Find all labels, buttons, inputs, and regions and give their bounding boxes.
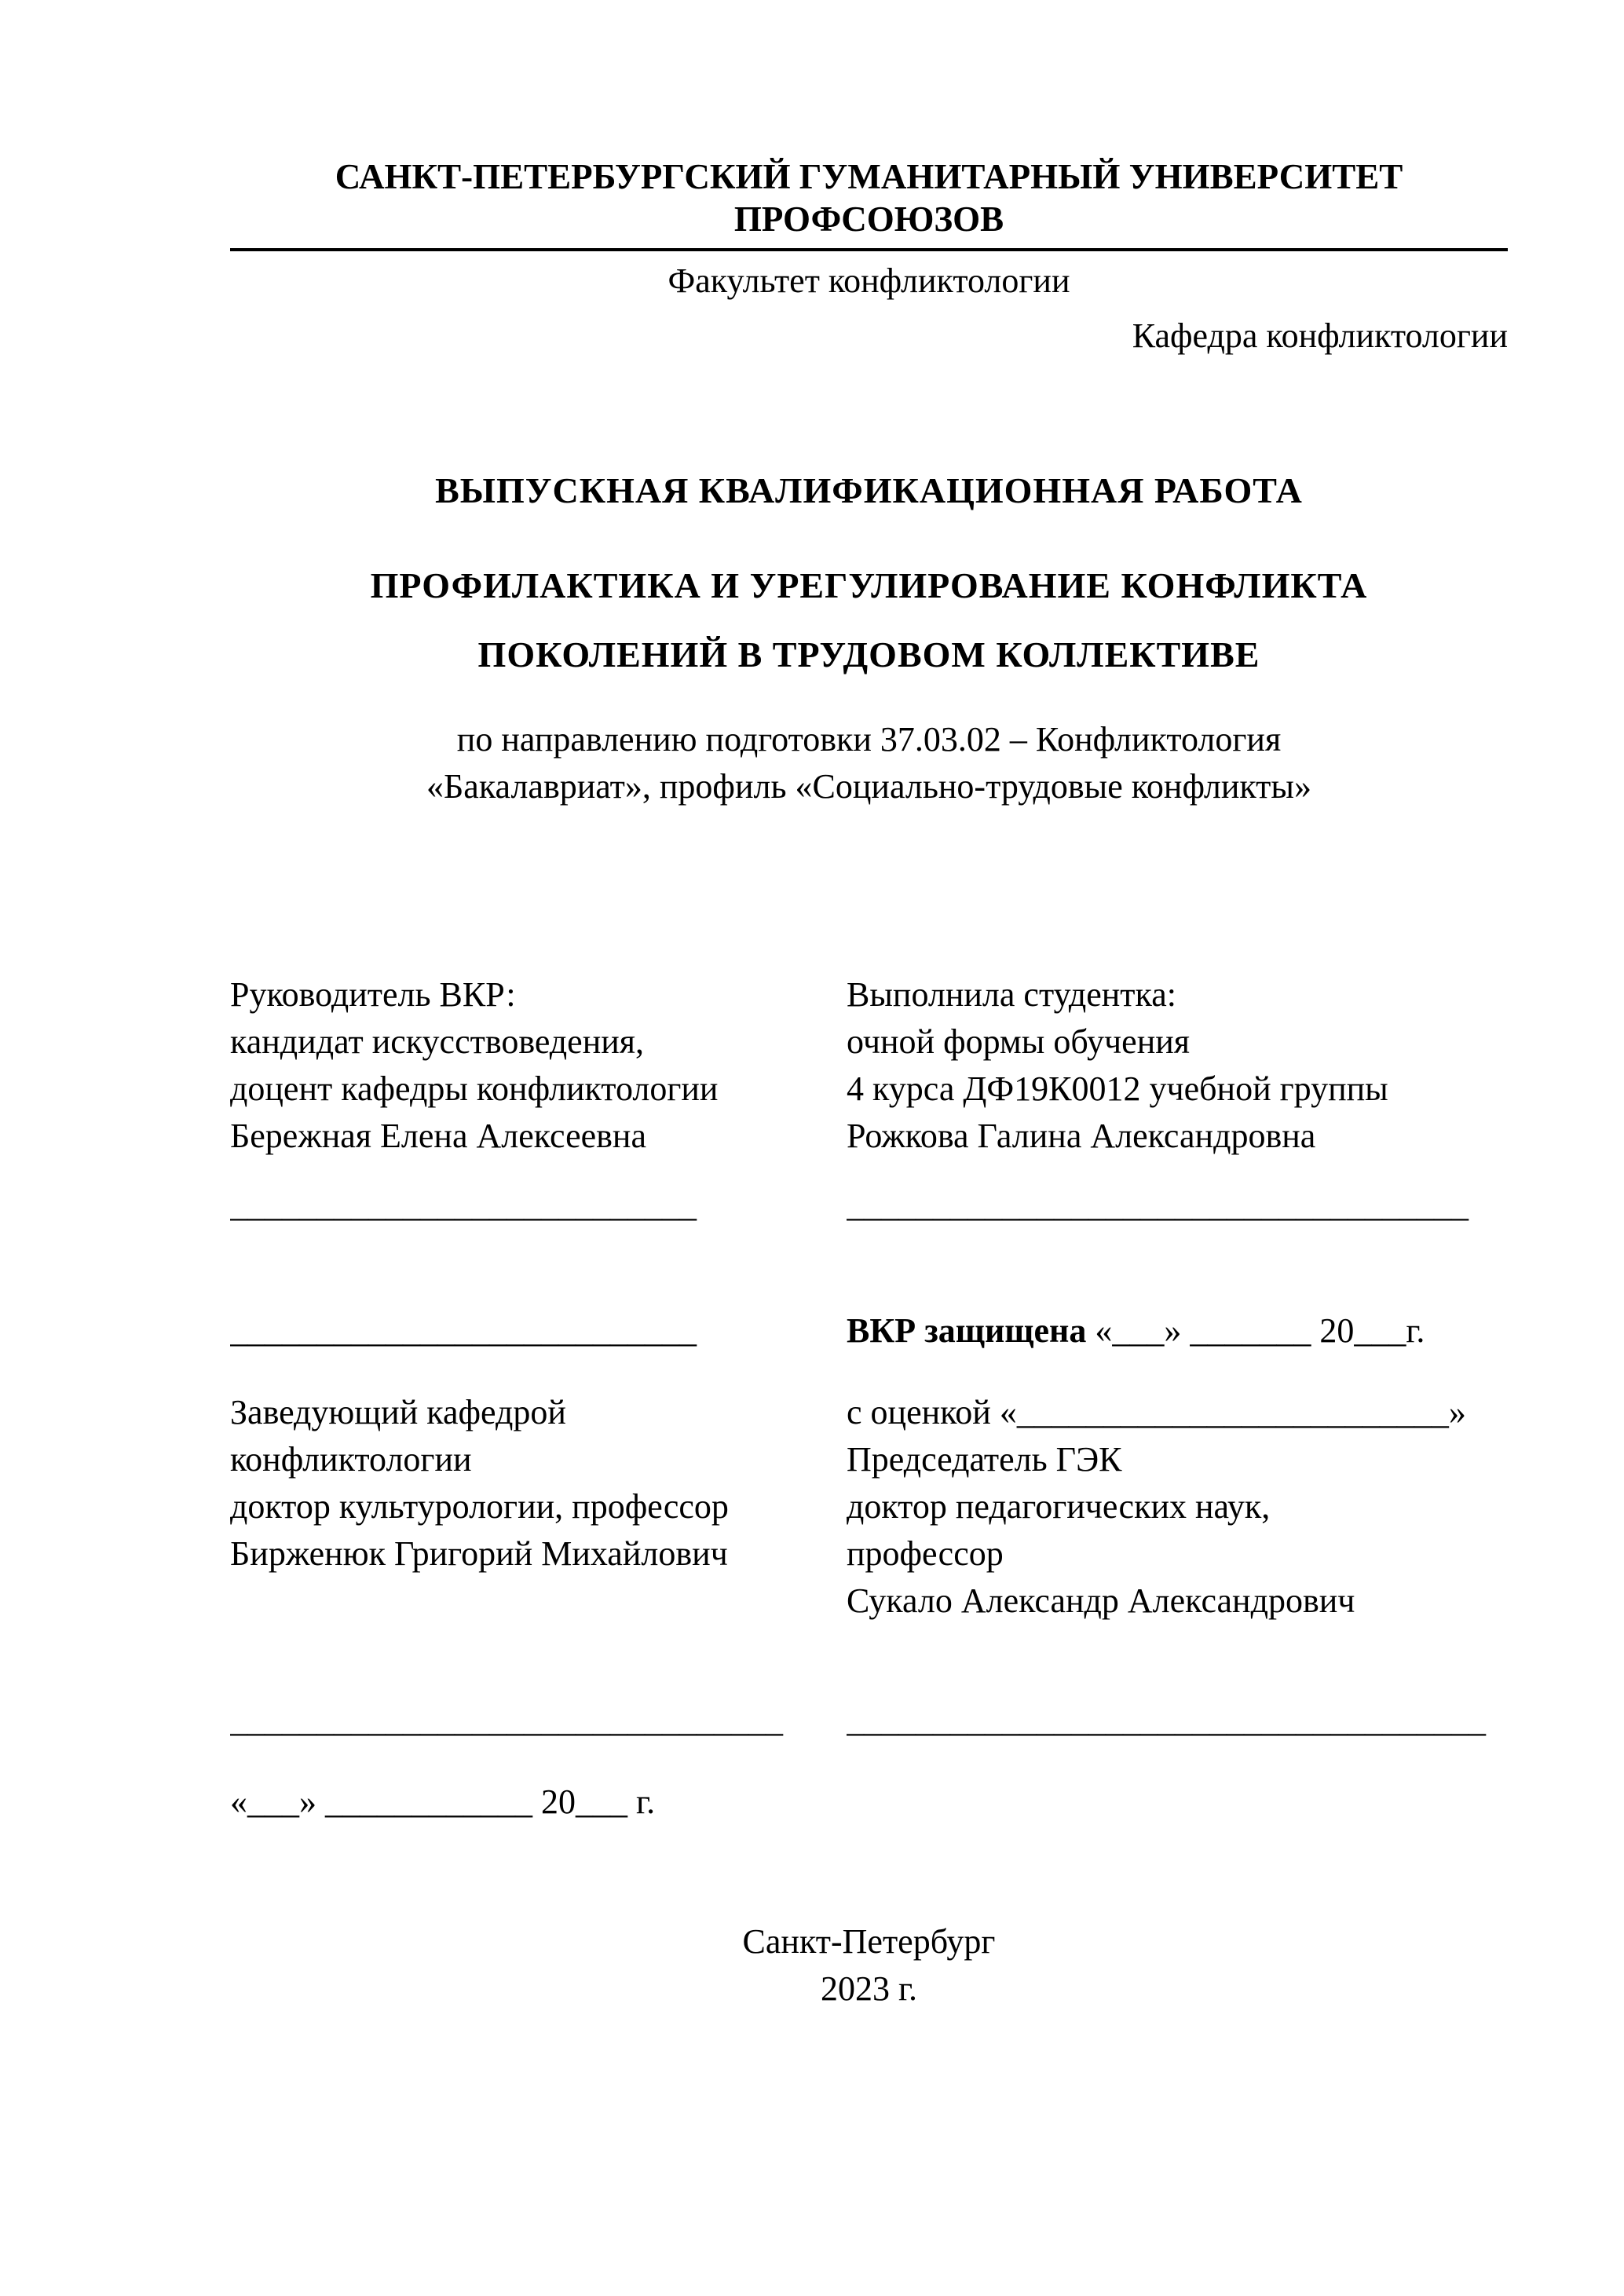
footer-year: 2023 г. (820, 1969, 918, 2008)
department-head-bottom-line: ________________________________ (230, 1701, 783, 1739)
department-head-name: Бирженюк Григорий Михайлович (230, 1534, 728, 1573)
program-profile: «Бакалавриат», профиль «Социально-трудовые конфликты» (426, 767, 1311, 806)
gek-chair-degree: доктор педагогических наук, (847, 1487, 1271, 1526)
student-study-form: очной формы обучения (847, 1022, 1191, 1061)
defense-info (847, 1389, 1508, 1625)
signatories-block (230, 971, 1508, 1229)
supervisor-degree: кандидат искусствоведения, (230, 1022, 645, 1061)
department-head-info (230, 1389, 847, 1578)
thesis-title (230, 551, 1508, 689)
defense-block (847, 1307, 1508, 1625)
department-head-degree: доктор культурологии, профессор (230, 1487, 729, 1526)
approval-block (230, 1307, 1508, 1625)
department-head-position-line1: Заведующий кафедрой (230, 1393, 566, 1431)
department-head-position-line2: конфликтологии (230, 1440, 472, 1479)
approval-date-line: «___» ____________ 20___ г. (230, 1782, 656, 1821)
defense-bottom-line: _____________________________________ (847, 1701, 1486, 1739)
work-type-heading: ВЫПУСКНАЯ КВАЛИФИКАЦИОННАЯ РАБОТА (435, 470, 1303, 510)
supervisor-label: Руководитель ВКР: (230, 975, 516, 1014)
supervisor-signature-line: ___________________________ (230, 1186, 697, 1224)
defense-date-line (847, 1307, 1508, 1355)
supervisor-block (230, 971, 847, 1229)
supervisor-position: доцент кафедры конфликтологии (230, 1069, 719, 1108)
footer-city: Санкт-Петербург (742, 1922, 996, 1961)
student-name: Рожкова Галина Александровна (847, 1117, 1316, 1155)
bottom-signature-lines (230, 1697, 1508, 1744)
student-group: 4 курса ДФ19К0012 учебной группы (847, 1069, 1388, 1108)
student-label: Выполнила студентка: (847, 975, 1176, 1014)
thesis-title-line1: ПРОФИЛАКТИКА И УРЕГУЛИРОВАНИЕ КОНФЛИКТА (370, 565, 1368, 605)
student-signature-line: ____________________________________ (847, 1186, 1469, 1224)
supervisor-name: Бережная Елена Алексеевна (230, 1117, 646, 1155)
university-name: САНКТ-ПЕТЕРБУРГСКИЙ ГУМАНИТАРНЫЙ УНИВЕРСИТЕТ ПРОФСОЮЗОВ (230, 155, 1508, 251)
footer (230, 1918, 1508, 2013)
faculty-name: Факультет конфликтологии (668, 261, 1070, 300)
gek-chair-name: Сукало Александр Александрович (847, 1581, 1355, 1620)
gek-chair-rank: профессор (847, 1534, 1004, 1573)
department-head-signature-line: ___________________________ (230, 1311, 697, 1350)
gek-chair-title: Председатель ГЭК (847, 1440, 1122, 1479)
student-block (847, 971, 1508, 1229)
defense-grade-line: с оценкой «_________________________» (847, 1393, 1466, 1431)
department-head-block (230, 1307, 847, 1625)
department-name: Кафедра конфликтологии (1132, 316, 1508, 355)
defense-date-blanks: «___» _______ 20___г. (1086, 1311, 1425, 1350)
program-direction: по направлению подготовки 37.03.02 – Конфликтология (456, 720, 1282, 759)
program-info (230, 716, 1508, 810)
defense-label: ВКР защищена (847, 1311, 1087, 1350)
thesis-title-line2: ПОКОЛЕНИЙ В ТРУДОВОМ КОЛЛЕКТИВЕ (477, 634, 1260, 675)
